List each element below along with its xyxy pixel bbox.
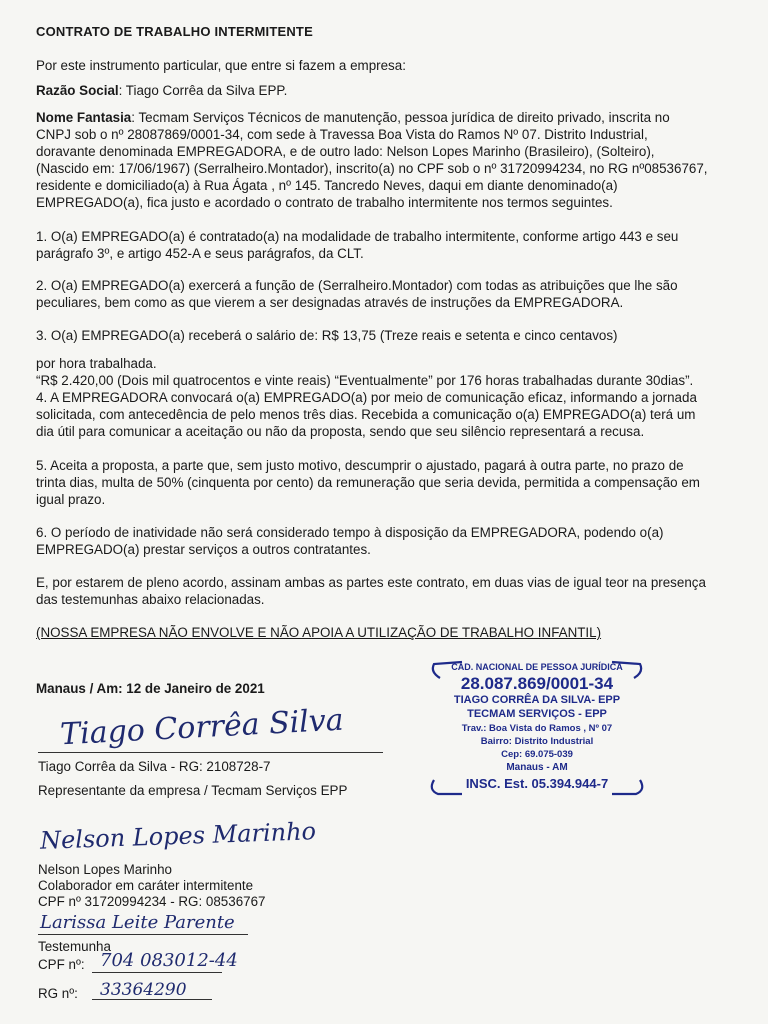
- clause-2-line-2: peculiares, bem como as que vierem a ser designadas através de instruções da EMPREGADORA.: [36, 295, 624, 310]
- clause-3-line-1: 3. O(a) EMPREGADO(a) receberá o salário de: R$ 13,75 (Treze reais e setenta e cinco centavos): [36, 328, 618, 343]
- document-title: CONTRATO DE TRABALHO INTERMITENTE: [36, 24, 313, 39]
- employee-ids: CPF nº 31720994234 - RG: 08536767: [38, 894, 266, 909]
- fantasia-line-4: (Nascido em: 17/06/1967) (Serralheiro.Montador), inscrito(a) no CPF sob o nº 31720994234, no RG nº08536767,: [36, 161, 708, 176]
- witness-signature-line: [38, 934, 248, 935]
- stamp-line-1: CAD. NACIONAL DE PESSOA JURÍDICA: [451, 662, 623, 672]
- fantasia-line-5: residente e domiciliado(a) à Rua Ágata , nº 145. Tancredo Neves, daqui em diante denominado(a): [36, 178, 618, 193]
- razao-social: [36, 82, 287, 99]
- fantasia-line-3: doravante denominada EMPREGADORA, e de outro lado: Nelson Lopes Marinho (Brasileiro), (Solteiro),: [36, 144, 655, 159]
- stamp-line-4: TECMAM SERVIÇOS - EPP: [467, 708, 607, 720]
- clause-6-line-2: EMPREGADO(a) prestar serviços a outros contratantes.: [36, 542, 371, 557]
- clause-1-line-2: parágrafo 3º, e artigo 452-A e seus parágrafos, da CLT.: [36, 246, 364, 261]
- child-labor-notice: (NOSSA EMPRESA NÃO ENVOLVE E NÃO APOIA A UTILIZAÇÃO DE TRABALHO INFANTIL): [36, 625, 602, 640]
- clause-4-line-3: dia útil para comunicar a aceitação ou não da proposta, sendo que seu silêncio representará a recusa.: [36, 424, 645, 439]
- clause-5-line-3: igual prazo.: [36, 492, 106, 507]
- employer-signature: Tiago Corrêa Silva: [59, 702, 345, 753]
- clause-5-line-1: 5. Aceita a proposta, a parte que, sem justo motivo, descumprir o ajustado, pagará à outra parte, no prazo de: [36, 458, 684, 473]
- stamp-line-9: INSC. Est. 05.394.944-7: [465, 776, 609, 791]
- stamp-line-5: Trav.: Boa Vista do Ramos , Nº 07: [461, 723, 613, 734]
- witness-signature: Larissa Leite Parente: [40, 912, 235, 933]
- razao-social-label: Razão Social: [36, 83, 119, 98]
- witness-cpf-value: 704 083012-44: [100, 950, 238, 971]
- witness-rg-value: 33364290: [100, 980, 187, 1000]
- fantasia-line-2: CNPJ sob o nº 28087869/0001-34, com sede à Travessa Boa Vista do Ramos Nº 07. Distrito Industrial,: [36, 127, 648, 142]
- place-date: Manaus / Am: 12 de Janeiro de 2021: [36, 681, 265, 696]
- fantasia-label: Nome Fantasia: [36, 110, 132, 125]
- clause-2-line-1: 2. O(a) EMPREGADO(a) exercerá a função de (Serralheiro.Montador) com todas as atribuições que lhe são: [36, 278, 678, 293]
- stamp-line-8: Manaus - AM: [506, 762, 568, 773]
- fantasia-line-1: [36, 109, 670, 126]
- clause-3-line-3: “R$ 2.420,00 (Dois mil quatrocentos e vinte reais) “Eventualmente” por 176 horas trabalhadas durante 30dias”.: [36, 373, 694, 388]
- clause-5-line-2: trinta dias, multa de 50% (cinquenta por cento) da remuneração que seria devida, permitida a compensação em: [36, 475, 700, 490]
- witness-cpf-label: CPF nº:: [38, 957, 85, 972]
- witness-rg-label: RG nº:: [38, 986, 78, 1001]
- employer-role: Representante da empresa / Tecmam Serviços EPP: [38, 783, 348, 798]
- clause-3-line-2: por hora trabalhada.: [36, 356, 157, 371]
- stamp-line-7: Cep: 69.075-039: [501, 749, 573, 760]
- employee-role: Colaborador em caráter intermitente: [38, 878, 254, 893]
- closing-line-2: das testemunhas abaixo relacionadas.: [36, 592, 265, 607]
- employee-signature: Nelson Lopes Marinho: [39, 817, 317, 855]
- clause-1-line-1: 1. O(a) EMPREGADO(a) é contratado(a) na modalidade de trabalho intermitente, conforme artigo 443 e seu: [36, 229, 679, 244]
- company-stamp: [422, 660, 652, 800]
- razao-social-value: : Tiago Corrêa da Silva EPP.: [118, 83, 288, 98]
- intro-text: Por este instrumento particular, que entre si fazem a empresa:: [36, 58, 406, 73]
- stamp-line-3: TIAGO CORRÊA DA SILVA- EPP: [453, 694, 621, 706]
- employee-name: Nelson Lopes Marinho: [38, 862, 172, 877]
- stamp-cnpj: 28.087.869/0001-34: [460, 674, 614, 693]
- stamp-line-6: Bairro: Distrito Industrial: [480, 736, 594, 747]
- employer-name-rg: Tiago Corrêa da Silva - RG: 2108728-7: [38, 759, 271, 774]
- witness-rg-line: [92, 999, 212, 1000]
- clause-4-line-2: solicitada, com antecedência de pelo menos três dias. Recebida a comunicação o(a) EMPREGADO(a) terá um: [36, 407, 696, 422]
- clause-6-line-1: 6. O período de inatividade não será considerado tempo à disposição da EMPREGADORA, podendo o(a): [36, 525, 664, 540]
- witness-cpf-line: [92, 972, 222, 973]
- clause-4-line-1: 4. A EMPREGADORA convocará o(a) EMPREGADO(a) por meio de comunicação eficaz, informando a jornada: [36, 390, 697, 405]
- closing-line-1: E, por estarem de pleno acordo, assinam ambas as partes este contrato, em duas vias de igual teor na presença: [36, 575, 706, 590]
- employer-signature-line: [38, 752, 383, 753]
- witness-label: Testemunha: [38, 939, 111, 954]
- fantasia-line-6: EMPREGADO(a), fica justo e acordado o contrato de trabalho intermitente nos termos seguintes.: [36, 195, 613, 210]
- fantasia-text: : Tecmam Serviços Técnicos de manutenção, pessoa jurídica de direito privado, inscrita no: [131, 110, 670, 125]
